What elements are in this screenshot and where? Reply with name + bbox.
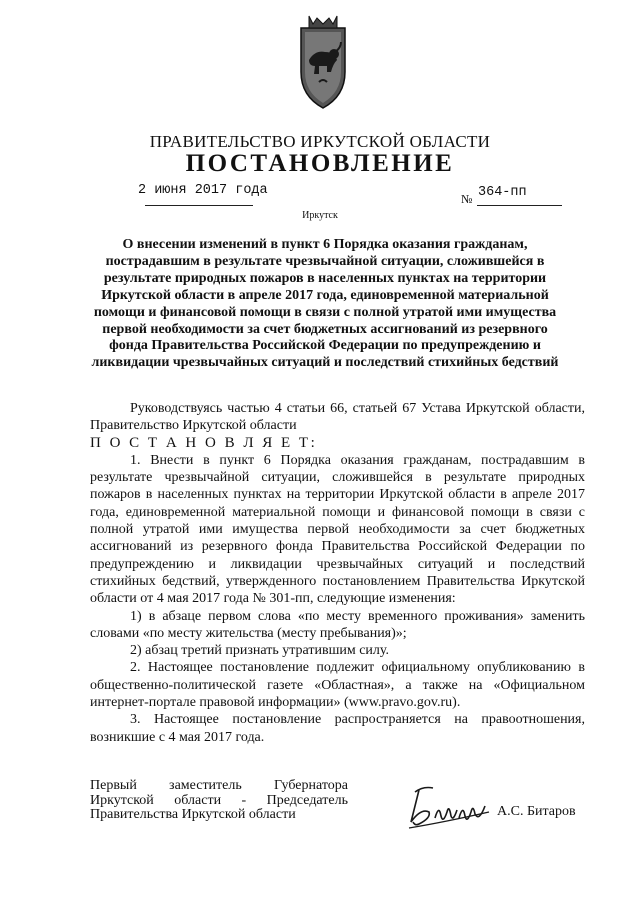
government-name: ПРАВИТЕЛЬСТВО ИРКУТСКОЙ ОБЛАСТИ: [149, 132, 491, 151]
document-title: О внесении изменений в пункт 6 Порядка оказания гражданам, пострадавшим в результате чрезвычайной ситуации, сложившейся в результате природных пожаров в населенных пунктах на территории Иркутской области в апреле 2017 года, единовременной материальной помощи и финансовой помощи в связи с полной утратой ими имущества первой необходимости за счет бюджетных ассигнований из резервного фонда Правительства Российской Федерации по предупреждению и ликвидации чрезвычайных ситуаций и последствий стихийных бедствий: [91, 237, 559, 371]
number-sign: №: [461, 192, 473, 206]
position-line: Правительства Иркутской области: [90, 807, 296, 822]
position-line: Первый заместитель Губернатора: [90, 778, 348, 793]
signatory-name: А.С. Битаров: [497, 804, 576, 819]
document-city: Иркутск: [302, 210, 338, 221]
position-line: Иркутской области - Председатель: [90, 792, 348, 808]
preamble-paragraph: Руководствуясь частью 4 статьи 66, статьей 67 Устава Иркутской области, Правительство Иркутской области: [90, 401, 585, 434]
signatory-position: [90, 779, 348, 823]
handwritten-signature: [405, 778, 493, 830]
item-3-paragraph: 3. Настоящее постановление распространяется на правоотношения, возникшие с 4 мая 2017 года.: [90, 712, 585, 745]
date-underline: [145, 205, 253, 206]
document-body: [90, 400, 585, 746]
coat-of-arms-icon: [297, 12, 349, 112]
document-number: 364-пп: [478, 185, 527, 200]
item-1-2-paragraph: 2) абзац третий признать утратившим силу.: [130, 643, 389, 659]
number-underline: [477, 205, 562, 206]
item-1-paragraph: 1. Внести в пункт 6 Порядка оказания гражданам, пострадавшим в результате чрезвычайной ситуации, сложившейся в результате природных пожаров в населенных пунктах на территории Иркутской области в апреле 2017 года, единовременной материальной помощи и финансовой помощи в связи с полной утратой ими имущества первой необходимости за счет бюджетных ассигнований из резервного фонда Правительства Российской Федерации по предупреждению и ликвидации чрезвычайных ситуаций и последствий стихийных бедствий, утвержденного постановлением Правительства Иркутской области от 4 мая 2017 года № 301-пп, следующие изменения:: [90, 452, 585, 607]
item-1-1-paragraph: 1) в абзаце первом слова «по месту временного проживания» заменить словами «по месту жительства (месту пребывания)»;: [90, 608, 585, 641]
item-2-paragraph: 2. Настоящее постановление подлежит официальному опубликованию в общественно-политической газете «Областная», а также на «Официальном интернет-портале правовой информации» (www.pravo.gov.ru).: [90, 660, 585, 711]
resolves-heading: П О С Т А Н О В Л Я Е Т:: [90, 434, 318, 451]
document-date: 2 июня 2017 года: [138, 183, 268, 198]
document-type: ПОСТАНОВЛЕНИЕ: [185, 150, 455, 177]
